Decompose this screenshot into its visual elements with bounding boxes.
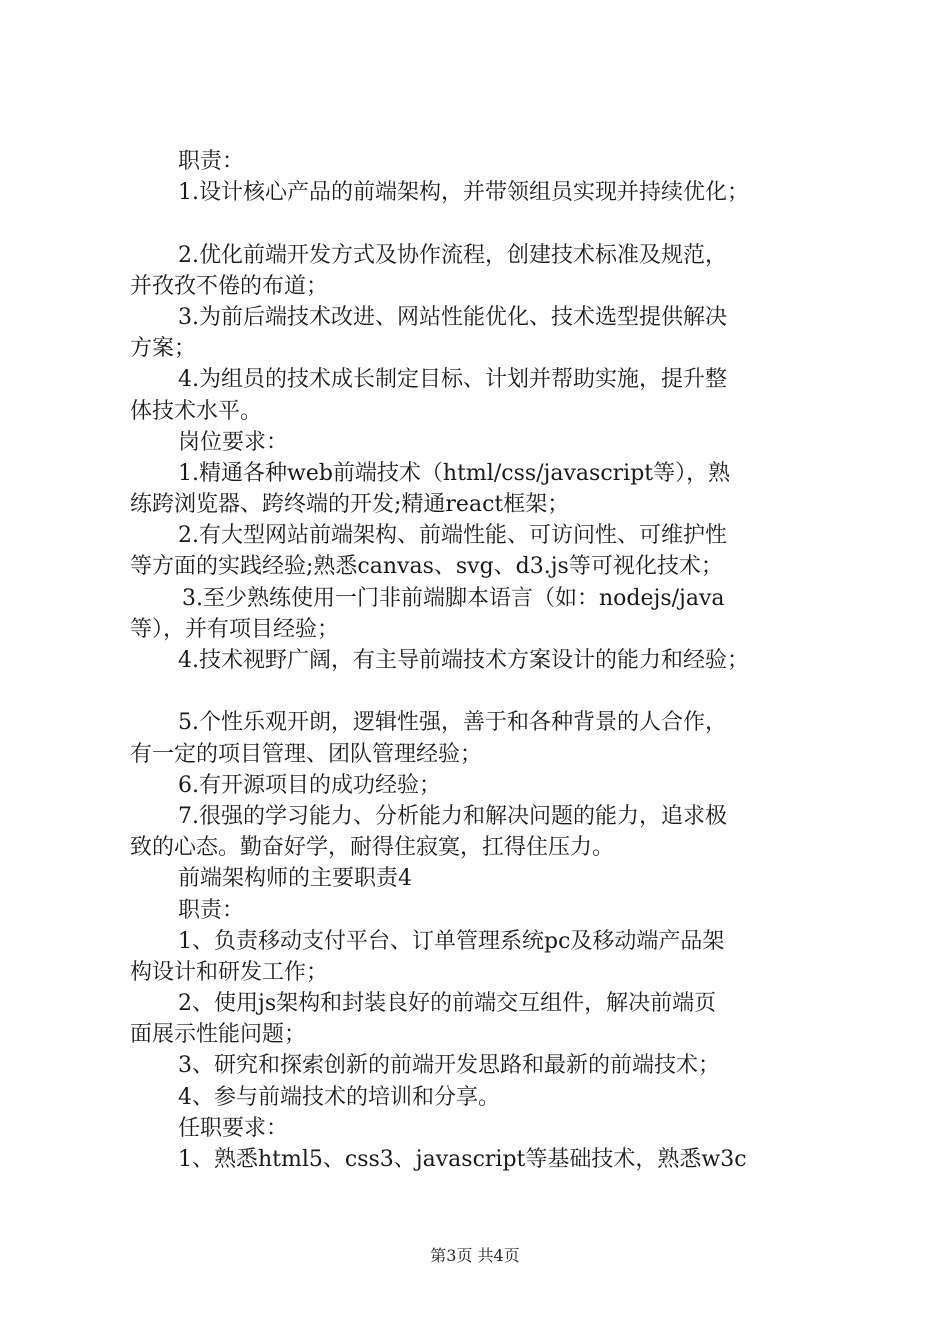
blank-line [130, 676, 835, 707]
text-line: 有一定的项目管理、团队管理经验； [130, 741, 483, 767]
text-line: 并孜孜不倦的布道； [130, 273, 329, 299]
text-line: 2.优化前端开发方式及协作流程，创建技术标准及规范， [178, 242, 727, 268]
text-line: 面展示性能问题； [130, 1022, 307, 1048]
text-line: 岗位要求： [178, 429, 289, 455]
text-line: 2、使用js架构和封装良好的前端交互组件，解决前端页 [178, 991, 717, 1017]
text-line: 4.技术视野广阔，有主导前端技术方案设计的能力和经验； [178, 648, 749, 673]
text-line: 4.为组员的技术成长制定目标、计划并帮助实施，提升整 [178, 367, 727, 393]
text-line: 等方面的实践经验;熟悉canvas、svg、d3.js等可视化技术； [130, 554, 723, 580]
text-line: 4、参与前端技术的培训和分享。 [178, 1084, 500, 1110]
text-line: 2.有大型网站前端架构、前端性能、可访问性、可维护性 [178, 523, 727, 549]
document-body [130, 146, 835, 1175]
text-line: 任职要求： [178, 1115, 289, 1141]
text-line: 体技术水平。 [130, 398, 263, 424]
text-line: 等），并有项目经验； [130, 616, 340, 642]
text-line: 7.很强的学习能力、分析能力和解决问题的能力，追求极 [178, 803, 727, 829]
text-line: 3.为前后端技术改进、网站性能优化、技术选型提供解决 [178, 304, 727, 330]
text-line: 6.有开源项目的成功经验； [178, 772, 441, 798]
text-line: 方案； [130, 336, 197, 362]
text-line: 职责： [178, 149, 245, 174]
text-line: 1.精通各种web前端技术（html/css/javascript等），熟 [178, 460, 731, 486]
text-line: 构设计和研发工作； [130, 959, 329, 985]
text-line: 5.个性乐观开朗，逻辑性强，善于和各种背景的人合作， [178, 710, 727, 736]
text-line: 1、熟悉html5、css3、javascript等基础技术，熟悉w3c [178, 1147, 747, 1172]
text-line: 致的心态。勤奋好学，耐得住寂寞，扛得住压力。 [130, 835, 615, 861]
text-line: 3.至少熟练使用一门非前端脚本语言（如：nodejs/java [182, 585, 725, 611]
page-footer: 第3页 共4页 [430, 1246, 520, 1265]
text-line: 1.设计核心产品的前端架构，并带领组员实现并持续优化； [178, 180, 749, 206]
text-line: 职责： [178, 897, 245, 923]
text-line: 练跨浏览器、跨终端的开发;精通react框架； [130, 492, 570, 518]
text-line: 1、负责移动支付平台、订单管理系统pc及移动端产品架 [178, 928, 725, 954]
blank-line [130, 208, 835, 239]
text-line: 前端架构师的主要职责4 [178, 866, 412, 892]
text-line: 3、研究和探索创新的前端开发思路和最新的前端技术； [178, 1053, 720, 1079]
